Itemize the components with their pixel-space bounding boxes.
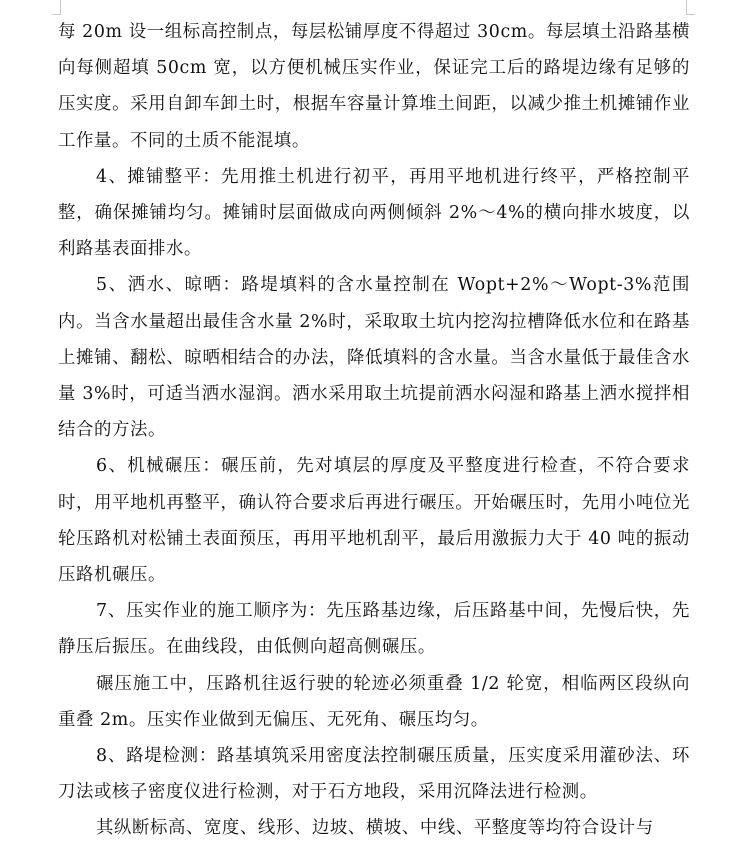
paragraph-continuation: 每 20m 设一组标高控制点，每层松铺厚度不得超过 30cm。每层填土沿路基横向每侧超填 50cm 宽，以方便机械压实作业，保证完工后的路堤边缘有足够的压实度。采用自卸车卸土时，根据车容量计算堆土间距，以减少推土机摊铺作业工作量。不同的土质不能混填。	[58, 22, 690, 151]
paragraph-step-5-watering: 5、洒水、晾晒：路堤填料的含水量控制在 Wopt+2%～Wopt-3%范围内。当含水量超出最佳含水量 2%时，采取取土坑内挖沟拉槽降低水位和在路基上摊铺、翻松、晾晒相结合的办法，降低填料的含水量。当含水量低于最佳含水量 3%时，可适当洒水湿润。洒水采用取土坑提前洒水闷湿和路基上洒水搅拌相结合的方法。	[58, 275, 690, 441]
page-corner-mark-left	[52, 0, 61, 15]
document-body	[58, 14, 690, 847]
paragraph-step-6-compaction: 6、机械碾压：碾压前，先对填层的厚度及平整度进行检查，不符合要求时，用平地机再整平，确认符合要求后再进行碾压。开始碾压时，先用小吨位光轮压路机对松铺土表面预压，再用平地机刮平，最后用激振力大于 40 吨的振动压路机碾压。	[58, 456, 690, 586]
paragraph-step-4-paving: 4、摊铺整平：先用推土机进行初平，再用平地机进行终平，严格控制平整，确保摊铺均匀。摊铺时层面做成向两侧倾斜 2%～4%的横向排水坡度，以利路基表面排水。	[58, 166, 690, 260]
paragraph-step-8-testing: 8、路堤检测：路基填筑采用密度法控制碾压质量，压实度采用灌砂法、环刀法或核子密度仪进行检测，对于石方地段，采用沉降法进行检测。	[58, 746, 690, 803]
paragraph-rolling-overlap: 碾压施工中，压路机往返行驶的轮迹必须重叠 1/2 轮宽，相临两区段纵向重叠 2m。压实作业做到无偏压、无死角、碾压均匀。	[58, 673, 690, 730]
paragraph-tolerances: 其纵断标高、宽度、线形、边坡、横坡、中线、平整度等均符合设计与	[96, 818, 654, 839]
page-corner-mark-right	[686, 0, 695, 15]
paragraph-step-7-sequence: 7、压实作业的施工顺序为：先压路基边缘，后压路基中间，先慢后快，先静压后振压。在曲线段，由低侧向超高侧碾压。	[58, 601, 690, 658]
